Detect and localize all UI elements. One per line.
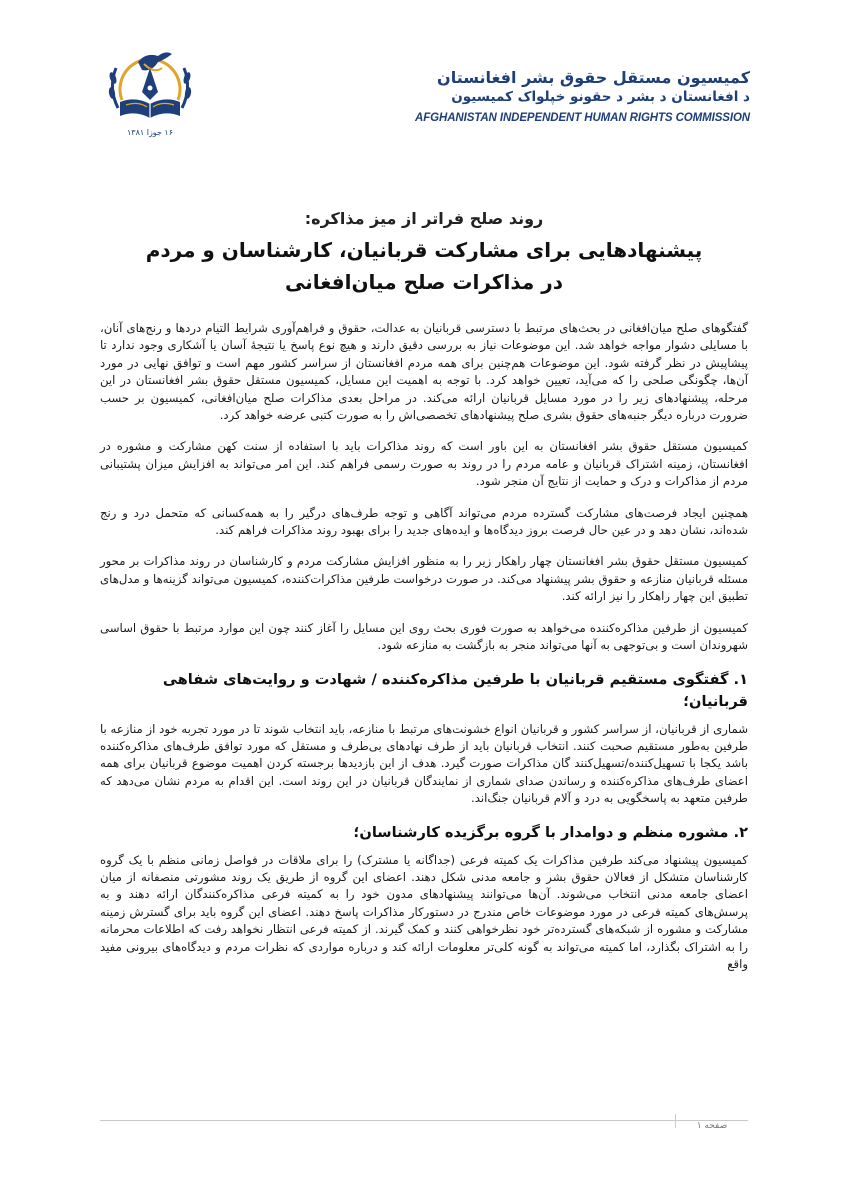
aihrc-logo-icon — [100, 38, 200, 150]
footer-divider — [100, 1120, 748, 1121]
section-heading-2: ۲. مشوره منظم و دوامدار با گروه برگزیده کارشناسان؛ — [353, 823, 748, 841]
paragraph-participation: همچنین ایجاد فرصت‌های مشارکت گسترده مردم می‌تواند آگاهی و توجه طرف‌های درگیر را به همه‌کسانی که متحمل درد و رنج شده‌اند، نشان دهد و در عین حال فرصت بروز دیدگاه‌ها و ایده‌های جدید را برای بهبود روند مذاکرات فراهم کند. — [100, 505, 748, 538]
paragraph-four-approaches: کمیسیون مستقل حقوق بشر افغانستان چهار راهکار زیر را به منظور افزایش مشارکت مردم و کارشناسان در روند مذاکرات بر محور مسئله قربانیان منازعه و حقوق بشر پیشنهاد می‌کند. در صورت درخواست طرفین مذاکرات‌کننده، کمیسیون می‌تواند گزینه‌ها و مدل‌های تطبیق این چهار راهکار را نیز ارائه کند. — [100, 554, 748, 604]
paragraph-victims-dialogue: شماری از قربانیان، از سراسر کشور و قربانیان انواع خشونت‌های مرتبط با منازعه، باید انتخاب شوند تا در مورد تجربه خود از منازعه با طرفین به‌طور مستقیم صحبت کنند. انتخاب قربانیان باید از طرف نهادهای بی‌طرف و مستقل که مورد توافق طرف‌های مذاکره‌کننده باشد یکجا با تسهیل‌کننده/تسهیل‌کنند گان مذاکرات صورت گیرد. هدف از این بازدیدها برجسته کردن اهمیت موضوع قربانیان برای همه اعضای طرف‌های مذاکره‌کننده و رساندن صدای شماری از نمایندگان قربانیان در این روند است. این اقدام به مردم نشان می‌دهد که طرفین متعهد به پاسخگویی به درد و آلام قربانیان جنگ‌اند. — [100, 721, 748, 806]
page-number: صفحه ۱ — [696, 1121, 728, 1131]
paragraph-intro: گفتگوهای صلح میان‌افغانی در بحث‌های مرتبط با دسترسی قربانیان به عدالت، حقوق و فراهم‌آوری شرایط التیام دردها و رنج‌های آنان، با مسایلی دشوار مواجه خواهد شد. این موضوعات نیاز به بررسی دقیق دارند و هیچ نوع پاسخ یا نتیجهٔ آسان یا آشکاری وجود ندارد تا پیشاپیش در نظر گرفته شود. این موضوعات هم‌چنین برای همه مردم افغانستان از سراسر کشور مهم است و توافق نهایی در مورد آن‌ها، چگونگی صلحی را که می‌آید، تعیین خواهد کرد. با توجه به اهمیت این مسایل، کمیسیون مستقل حقوق بشر افغانستان در این مرحله، پیشنهادهای زیر را در مورد مسایل قربانیان ارائه می‌کند. در مراحل بعدی مذاکرات صلح میان‌افغانی، کمیسیون بر حسب ضرورت درباره دیگر جنبه‌های حقوق بشری صلح پیشنهادهای تخصصی‌اش را به صورت کتبی عرضه خواهد کرد. — [100, 321, 748, 423]
org-name-pashto: د افغانستان د بشر د حقونو خپلواک کمیسیون — [451, 89, 750, 105]
org-name-english: AFGHANISTAN INDEPENDENT HUMAN RIGHTS COMMISSION — [415, 112, 750, 124]
document-title-block — [100, 208, 748, 298]
document-body — [100, 320, 748, 987]
paragraph-consultation: کمیسیون مستقل حقوق بشر افغانستان به این باور است که روند مذاکرات باید با استفاده از سنت کهن مشارکت و مشوره در افغانستان، زمینه اشتراک قربانیان و عامه مردم را در روند به صورت رسمی فراهم کند. این امر می‌تواند به افزایش میزان پشتیبانی مردم از مذاکرات و درک و حمایت از نتایج آن منجر شود. — [100, 439, 748, 489]
document-title-line-1: پیشنهادهایی برای مشارکت قربانیان، کارشناسان و مردم — [145, 238, 703, 262]
paragraph-expert-consultation: کمیسیون پیشنهاد می‌کند طرفین مذاکرات یک کمیته فرعی (جداگانه یا مشترک) را برای ملاقات در فواصل زمانی منظم با یک گروه کارشناسان متشکل از فعالان حقوق بشر و جامعه مدنی شکل دهند. اعضای این گروه از طریق یک روند مشورتی منصفانه از میان اعضای جامعه مدنی انتخاب می‌شوند. آن‌ها می‌توانند پیشنهادهای مدون خود را به کمیته فرعی مذاکره‌کنندگان ارائه دهند و به پرسش‌های کمیته فرعی در مورد موضوعات خاص مندرج در دستورکار مذاکرات پاسخ دهند. اعضای این گروه باید برای گسترش زمینه مشارکت و مشوره از شبکه‌های گسترده‌تر خود نظرخواهی کنند و کمک گیرند. از کمیته فرعی انتظار نخواهد رفت که اطلاعات محرمانه را به اشتراک بگذارد، اما کمیته می‌تواند به گونه کلی‌تر معلومات ارائه کند و درباره مواردی که نظرات مردم و دیدگاه‌های بیرونی مفید واقع — [100, 852, 748, 971]
document-subtitle: روند صلح فراتر از میز مذاکره: — [304, 209, 544, 228]
org-name-dari: کمیسیون مستقل حقوق بشر افغانستان — [437, 68, 750, 87]
document-title-line-2: در مذاکرات صلح میان‌افغانی — [284, 270, 563, 294]
section-heading-1: ۱. گفتگوی مستقیم قربانیان با طرفین مذاکره‌کننده / شهادت و روایت‌های شفاهی قربانیان؛ — [162, 670, 748, 710]
logo-date: ۱۶ جوزا ۱۳۸۱ — [126, 128, 174, 137]
page-header — [100, 38, 750, 150]
organization-titles — [415, 68, 750, 127]
paragraph-urgency: کمیسیون از طرفین مذاکره‌کننده می‌خواهد به صورت فوری بحث روی این مسایل را آغاز کنند چون این موارد مرتبط با حقوق اساسی شهروندان است و بی‌توجهی به آنها می‌تواند منجر به بازگشت به منازعه شود. — [100, 620, 748, 653]
